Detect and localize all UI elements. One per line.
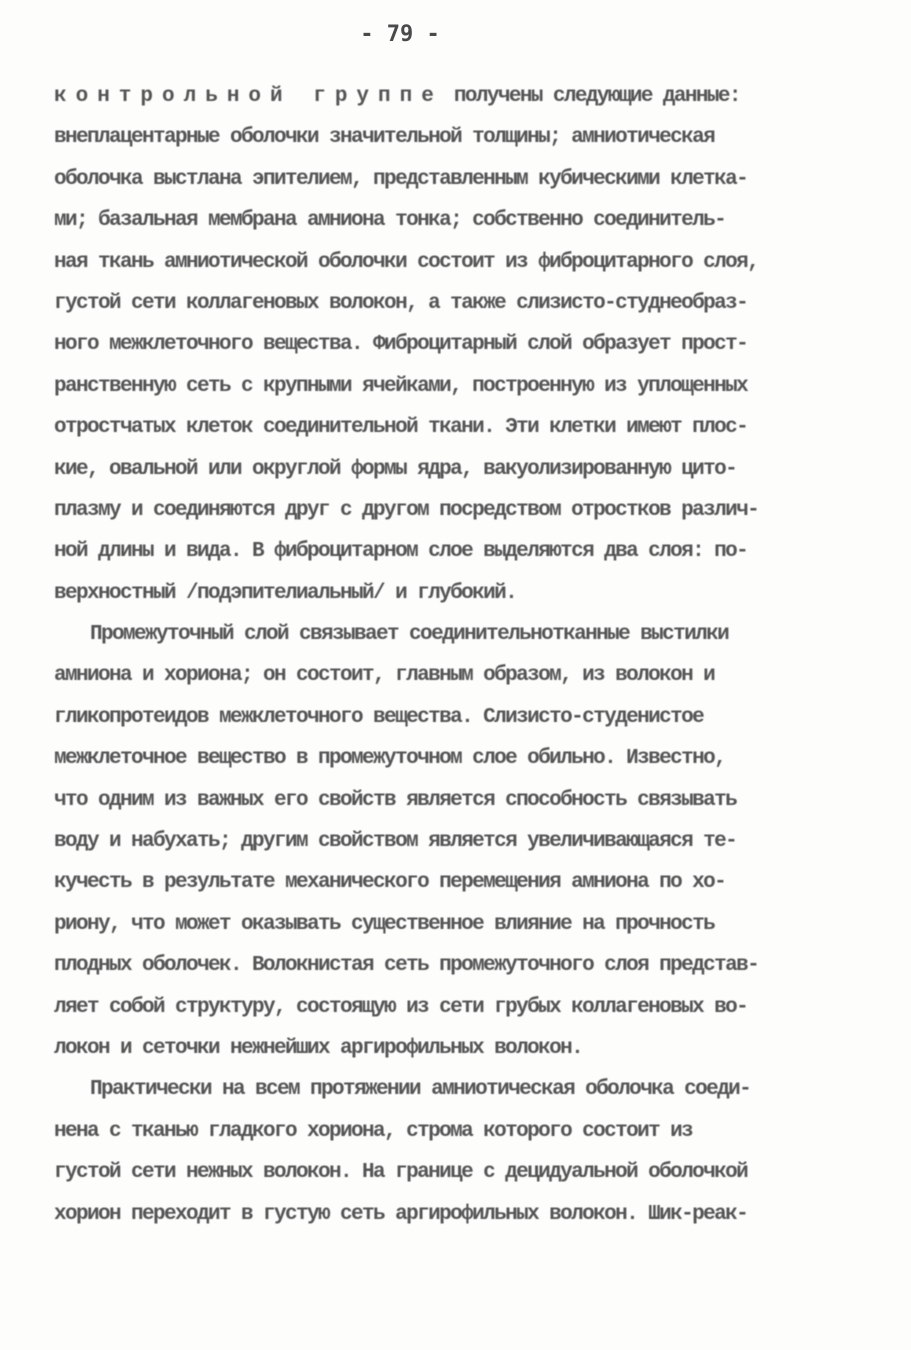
text-line: нена с тканью гладкого хориона, строма которого состоит из <box>54 1119 693 1143</box>
text-line: хорион переходит в густую сеть аргирофильных волокон. Шик-реак- <box>54 1202 748 1226</box>
text-line: локон и сеточки нежнейших аргирофильных волокон. <box>54 1036 583 1060</box>
text-line: кучесть в результате механического перемещения амниона по хо- <box>54 871 726 895</box>
text-line: отростчатых клеток соединительной ткани. Эти клетки имеют плос- <box>54 416 748 440</box>
text-line: плодных оболочек. Волокнистая сеть промежуточного слоя представ- <box>54 954 759 978</box>
text-line: густой сети нежных волокон. На границе с децидуальной оболочкой <box>54 1161 748 1185</box>
line-text: получены следующие данные: <box>442 85 740 108</box>
text-line: оболочка выстлана эпителием, представленным кубическими клетка- <box>54 167 748 191</box>
text-line: ной длины и вида. В фиброцитарном слое выделяются два слоя: по- <box>54 540 748 564</box>
text-line: ранственную сеть с крупными ячейками, построенную из уплощенных <box>54 374 748 398</box>
paragraph-first-line: Промежуточный слой связывает соединительнотканные выстилки <box>90 623 729 647</box>
text-line: верхностный /подэпителиальный/ и глубокий. <box>54 581 517 605</box>
text-line: гликопротеидов межклеточного вещества. Слизисто-студенистое <box>54 705 704 729</box>
page-number: - 79 - <box>360 22 440 47</box>
text-line: межклеточное вещество в промежуточном слое обильно. Известно, <box>54 747 726 771</box>
text-line: ми; базальная мембрана амниона тонка; собственно соединитель- <box>54 209 726 233</box>
body-text <box>54 76 864 1235</box>
text-line: риону, что может оказывать существенное влияние на прочность <box>54 912 715 936</box>
text-line: амниона и хориона; он состоит, главным образом, из волокон и <box>54 664 715 688</box>
text-line: внеплацентарные оболочки значительной толщины; амниотическая <box>54 126 715 150</box>
text-line: ного межклеточного вещества. Фиброцитарный слой образует прост- <box>54 333 748 357</box>
text-line: ная ткань амниотической оболочки состоит из фиброцитарного слоя, <box>54 250 759 274</box>
text-line <box>54 76 864 117</box>
text-line: воду и набухать; другим свойством является увеличивающаяся те- <box>54 830 737 854</box>
text-line: что одним из важных его свойств является способность связывать <box>54 788 737 812</box>
text-line: кие, овальной или округлой формы ядра, вакуолизированную цито- <box>54 457 737 481</box>
spaced-phrase: контрольной группе <box>54 85 443 108</box>
text-line: плазму и соединяются друг с другом посредством отростков различ- <box>54 498 759 522</box>
text-line: густой сети коллагеновых волокон, а также слизисто-студнеобраз- <box>54 291 748 315</box>
text-line: ляет собой структуру, состоящую из сети грубых коллагеновых во- <box>54 995 748 1019</box>
paragraph-first-line: Практически на всем протяжении амниотическая оболочка соеди- <box>90 1078 751 1102</box>
